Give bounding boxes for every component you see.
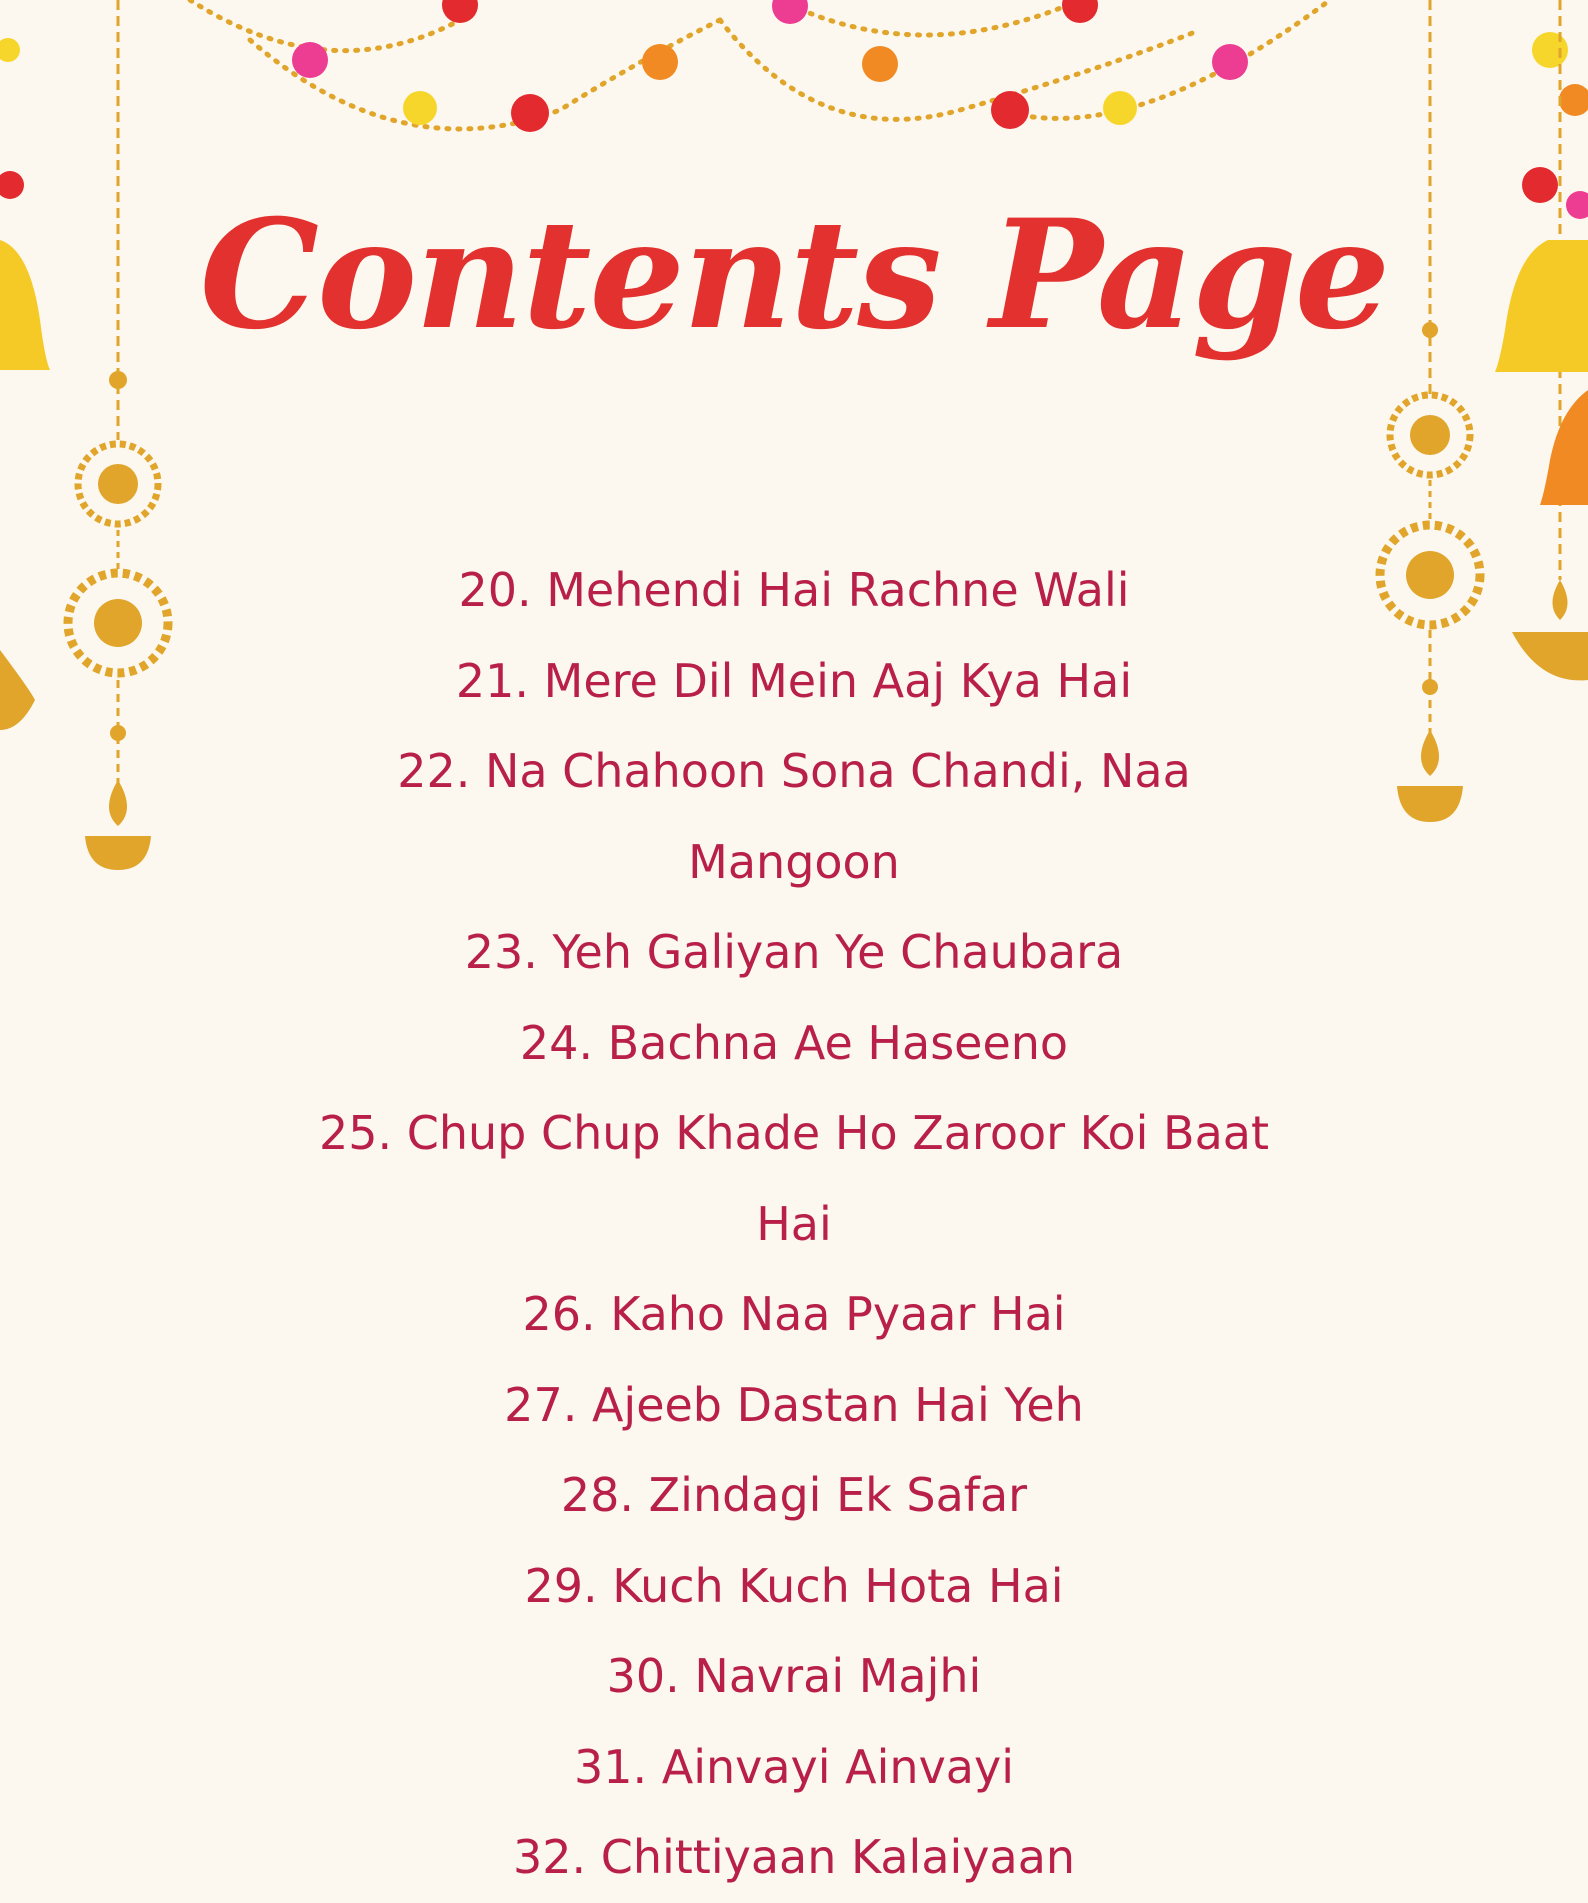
- right-hanging-diya-icon: [1380, 0, 1588, 822]
- garland-icon: [190, 0, 1330, 129]
- list-item: 23. Yeh Galiyan Ye Chaubara: [464, 925, 1124, 979]
- list-item: 26. Kaho Naa Pyaar Hai: [522, 1287, 1066, 1341]
- page-title: Contents Page: [199, 187, 1389, 363]
- left-hanging-diya-icon: [0, 0, 168, 870]
- list-item: 24. Bachna Ae Haseeno: [519, 1015, 1069, 1070]
- list-item: 29. Kuch Kuch Hota Hai: [524, 1558, 1064, 1613]
- list-item: 27. Ajeeb Dastan Hai Yeh: [504, 1377, 1084, 1432]
- list-item: 25. Chup Chup Khade Ho Zaroor Koi Baat: [318, 1106, 1270, 1160]
- list-item: Hai: [756, 1196, 832, 1251]
- list-item: 28. Zindagi Ek Safar: [560, 1468, 1028, 1522]
- list-item: 22. Na Chahoon Sona Chandi, Naa: [397, 744, 1191, 798]
- list-item: 32. Chittiyaan Kalaiyaan: [512, 1830, 1076, 1884]
- list-item: 31. Ainvayi Ainvayi: [573, 1739, 1015, 1794]
- list-item: Mangoon: [688, 834, 900, 889]
- contents-list: [250, 545, 1338, 1903]
- list-item: 30. Navrai Majhi: [606, 1649, 982, 1703]
- list-item: 21. Mere Dil Mein Aaj Kya Hai: [455, 653, 1133, 708]
- list-item: 20. Mehendi Hai Rachne Wali: [458, 563, 1130, 617]
